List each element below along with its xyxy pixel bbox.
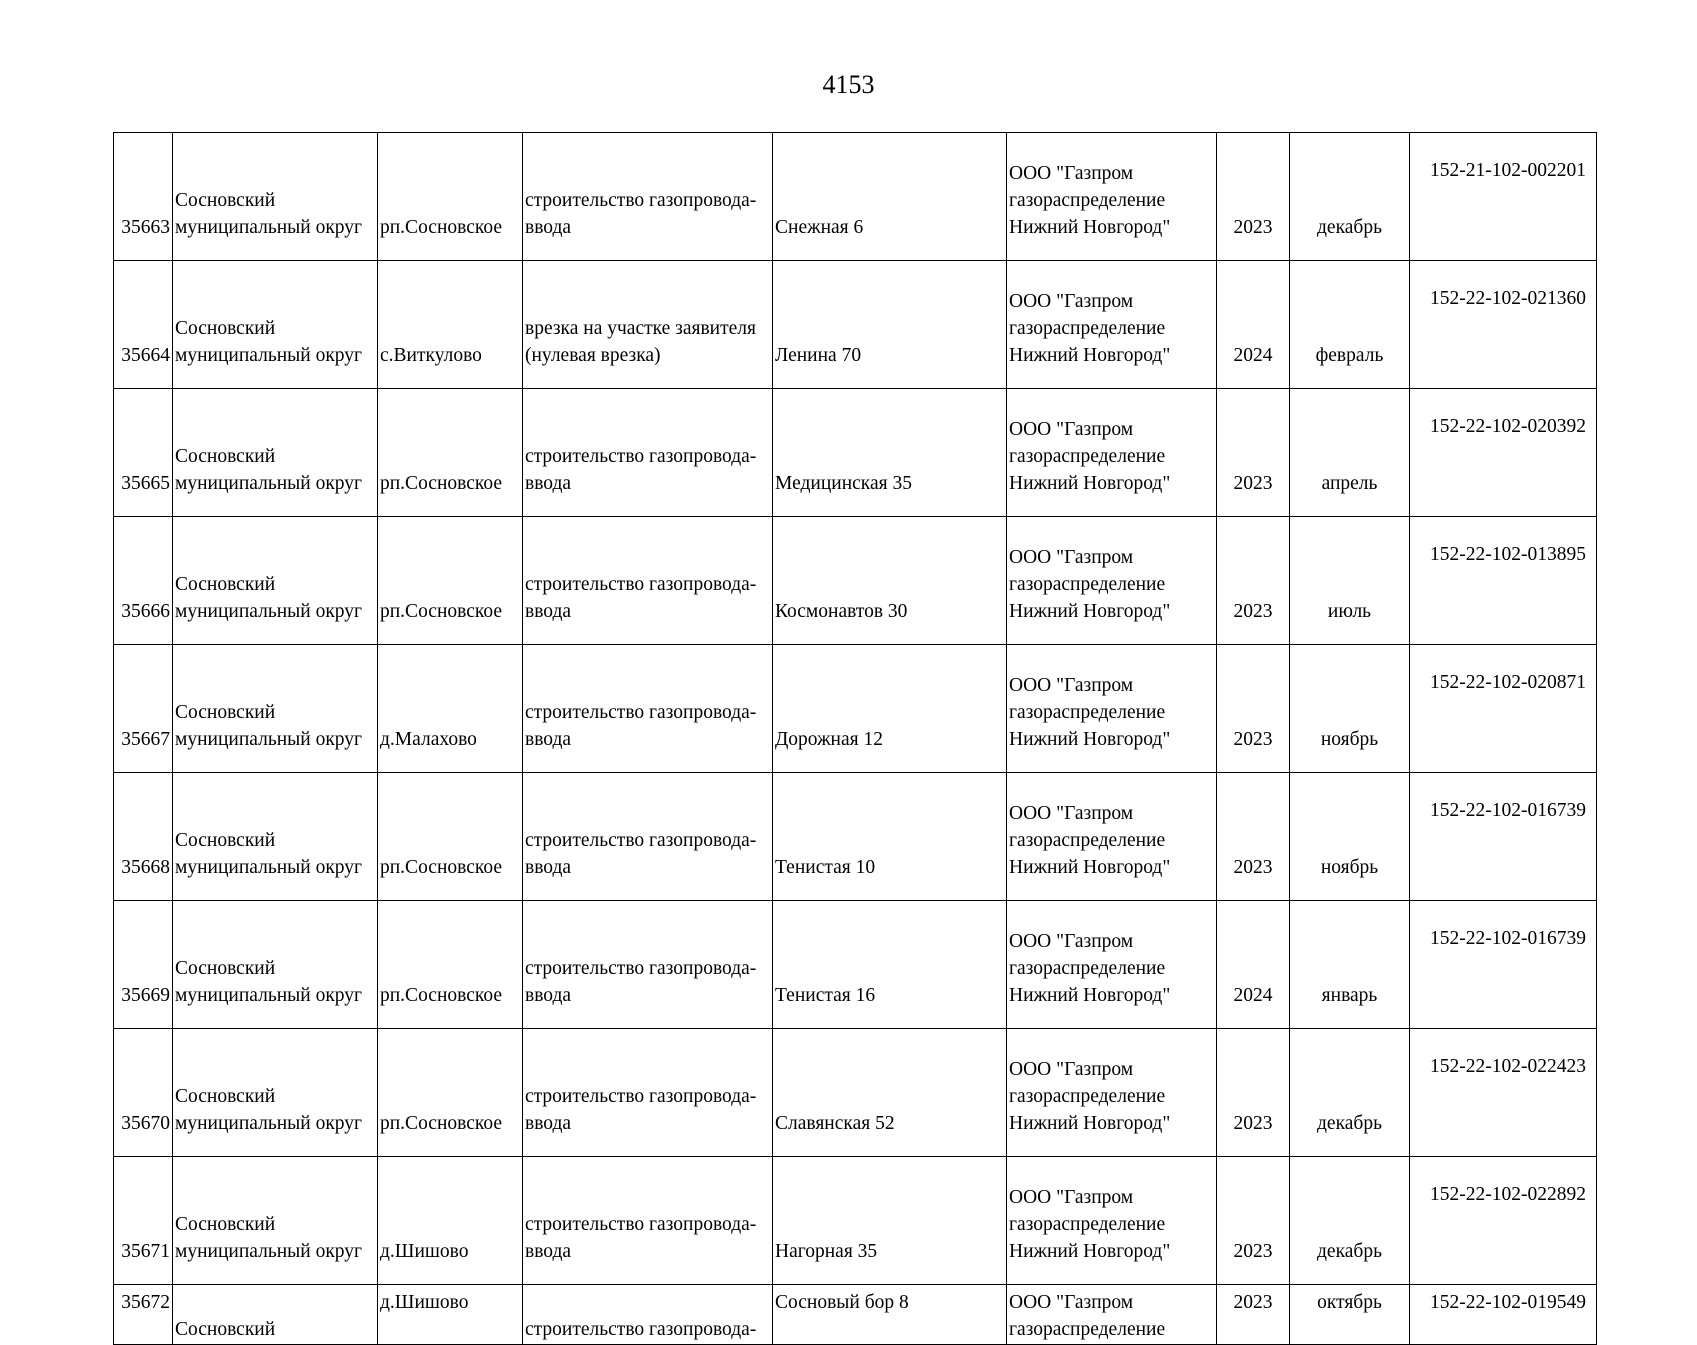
work-type-line: строительство газопровода-	[525, 830, 757, 851]
organization-line: ООО "Газпром	[1009, 547, 1134, 568]
locality-text: д.Шишово	[380, 1241, 469, 1262]
month-text: декабрь	[1317, 217, 1382, 238]
organization-line: ООО "Газпром	[1009, 163, 1134, 184]
organization-line: Нижний Новгород"	[1009, 473, 1171, 494]
code-cell	[1410, 1157, 1597, 1285]
work-type-cell	[523, 645, 773, 773]
address-text: Космонавтов 30	[775, 601, 908, 622]
month-cell	[1290, 1157, 1410, 1285]
code-cell	[1410, 773, 1597, 901]
year-text: 2023	[1233, 1241, 1273, 1262]
year-text: 2023	[1233, 601, 1273, 622]
table-row	[114, 261, 1597, 389]
district-line: муниципальный округ	[175, 1241, 363, 1262]
row-number-cell	[114, 133, 173, 261]
work-type-line: строительство газопровода-	[525, 190, 757, 211]
code-text: 152-22-102-020871	[1430, 672, 1586, 693]
locality-text: с.Виткулово	[380, 345, 482, 366]
month-text: январь	[1321, 985, 1378, 1006]
month-cell	[1290, 1285, 1410, 1345]
month-cell	[1290, 1029, 1410, 1157]
row-number-text: 35664	[121, 345, 170, 366]
code-cell	[1410, 1029, 1597, 1157]
month-cell	[1290, 261, 1410, 389]
work-type-cell	[523, 1157, 773, 1285]
organization-cell	[1007, 1029, 1217, 1157]
organization-line: газораспределение	[1009, 702, 1166, 723]
year-cell	[1217, 261, 1290, 389]
organization-line: ООО "Газпром	[1009, 931, 1134, 952]
month-cell	[1290, 389, 1410, 517]
organization-line: газораспределение	[1009, 1086, 1166, 1107]
district-line: Сосновский	[175, 1214, 276, 1235]
organization-line: ООО "Газпром	[1009, 419, 1134, 440]
code-cell	[1410, 1285, 1597, 1345]
address-text: Ленина 70	[775, 345, 862, 366]
work-type-cell	[523, 389, 773, 517]
month-text: ноябрь	[1320, 729, 1379, 750]
row-number-text: 35669	[121, 985, 170, 1006]
organization-line: газораспределение	[1009, 574, 1166, 595]
row-number-cell	[114, 261, 173, 389]
month-cell	[1290, 517, 1410, 645]
work-type-cell	[523, 261, 773, 389]
year-cell	[1217, 1029, 1290, 1157]
locality-cell	[378, 773, 523, 901]
year-text: 2023	[1233, 729, 1273, 750]
year-cell	[1217, 773, 1290, 901]
work-type-line: ввода	[525, 1241, 572, 1262]
locality-cell	[378, 1285, 523, 1345]
work-type-cell	[523, 1285, 773, 1345]
month-text: апрель	[1321, 473, 1378, 494]
address-cell	[773, 133, 1007, 261]
district-cell	[173, 133, 378, 261]
year-cell	[1217, 901, 1290, 1029]
code-cell	[1410, 645, 1597, 773]
year-cell	[1217, 645, 1290, 773]
code-cell	[1410, 389, 1597, 517]
table-row	[114, 517, 1597, 645]
district-cell	[173, 1157, 378, 1285]
year-text: 2023	[1233, 857, 1273, 878]
address-cell	[773, 389, 1007, 517]
address-text: Снежная 6	[775, 217, 864, 238]
table-row	[114, 1157, 1597, 1285]
district-cell	[173, 645, 378, 773]
locality-text: рп.Сосновское	[380, 217, 503, 238]
work-type-line: строительство газопровода-	[525, 574, 757, 595]
district-cell	[173, 389, 378, 517]
month-text: июль	[1327, 601, 1372, 622]
row-number-cell	[114, 517, 173, 645]
gasification-schedule-table	[113, 132, 1597, 1345]
year-cell	[1217, 517, 1290, 645]
work-type-line: строительство газопровода-	[525, 446, 757, 467]
code-text: 152-22-102-016739	[1430, 800, 1586, 821]
row-number-text: 35668	[121, 857, 170, 878]
address-cell	[773, 1285, 1007, 1345]
district-line: Сосновский	[175, 190, 276, 211]
district-cell	[173, 1285, 378, 1345]
year-cell	[1217, 389, 1290, 517]
organization-line: ООО "Газпром	[1009, 1292, 1134, 1313]
organization-line: ООО "Газпром	[1009, 675, 1134, 696]
address-cell	[773, 645, 1007, 773]
organization-line: Нижний Новгород"	[1009, 985, 1171, 1006]
organization-line: газораспределение	[1009, 190, 1166, 211]
district-cell	[173, 1029, 378, 1157]
organization-cell	[1007, 517, 1217, 645]
locality-text: рп.Сосновское	[380, 1113, 503, 1134]
work-type-cell	[523, 901, 773, 1029]
year-text: 2023	[1233, 1113, 1273, 1134]
district-line: Сосновский	[175, 1086, 276, 1107]
table-row	[114, 389, 1597, 517]
code-text: 152-22-102-021360	[1430, 288, 1586, 309]
locality-text: рп.Сосновское	[380, 473, 503, 494]
work-type-line: ввода	[525, 217, 572, 238]
row-number-text: 35671	[121, 1241, 170, 1262]
organization-cell	[1007, 1285, 1217, 1345]
organization-line: Нижний Новгород"	[1009, 345, 1171, 366]
address-text: Нагорная 35	[775, 1241, 878, 1262]
month-text: февраль	[1315, 345, 1384, 366]
row-number-text: 35665	[121, 473, 170, 494]
code-cell	[1410, 133, 1597, 261]
row-number-cell	[114, 645, 173, 773]
month-cell	[1290, 133, 1410, 261]
address-cell	[773, 773, 1007, 901]
organization-line: газораспределение	[1009, 958, 1166, 979]
code-cell	[1410, 901, 1597, 1029]
district-line: Сосновский	[175, 446, 276, 467]
month-text: октябрь	[1317, 1292, 1382, 1313]
code-text: 152-22-102-019549	[1430, 1292, 1586, 1313]
organization-cell	[1007, 901, 1217, 1029]
code-text: 152-22-102-013895	[1430, 544, 1586, 565]
organization-cell	[1007, 261, 1217, 389]
table-row	[114, 1029, 1597, 1157]
locality-cell	[378, 1157, 523, 1285]
organization-line: Нижний Новгород"	[1009, 1113, 1171, 1134]
code-text: 152-21-102-002201	[1430, 160, 1586, 181]
organization-line: ООО "Газпром	[1009, 1187, 1134, 1208]
work-type-line: врезка на участке заявителя	[525, 318, 756, 339]
organization-line: ООО "Газпром	[1009, 1059, 1134, 1080]
address-cell	[773, 261, 1007, 389]
row-number-cell	[114, 389, 173, 517]
work-type-line: строительство газопровода-	[525, 1319, 757, 1340]
district-line: Сосновский	[175, 1319, 276, 1340]
district-line: Сосновский	[175, 702, 276, 723]
organization-line: газораспределение	[1009, 318, 1166, 339]
row-number-text: 35672	[121, 1292, 170, 1313]
row-number-cell	[114, 1029, 173, 1157]
district-line: муниципальный округ	[175, 473, 363, 494]
work-type-line: ввода	[525, 1113, 572, 1134]
locality-cell	[378, 901, 523, 1029]
locality-text: рп.Сосновское	[380, 985, 503, 1006]
table-row	[114, 133, 1597, 261]
organization-line: Нижний Новгород"	[1009, 601, 1171, 622]
organization-cell	[1007, 1157, 1217, 1285]
district-cell	[173, 517, 378, 645]
row-number-cell	[114, 1157, 173, 1285]
locality-text: д.Малахово	[380, 729, 477, 750]
organization-cell	[1007, 133, 1217, 261]
year-text: 2023	[1233, 473, 1273, 494]
work-type-line: (нулевая врезка)	[525, 345, 661, 366]
organization-line: Нижний Новгород"	[1009, 217, 1171, 238]
organization-line: газораспределение	[1009, 830, 1166, 851]
organization-line: Нижний Новгород"	[1009, 857, 1171, 878]
table-row	[114, 773, 1597, 901]
district-line: Сосновский	[175, 830, 276, 851]
address-text: Сосновый бор 8	[775, 1292, 909, 1313]
organization-line: Нижний Новгород"	[1009, 729, 1171, 750]
table-row	[114, 1285, 1597, 1345]
year-text: 2023	[1233, 217, 1273, 238]
table-body	[114, 133, 1597, 1345]
month-text: декабрь	[1317, 1241, 1382, 1262]
row-number-cell	[114, 1285, 173, 1345]
work-type-line: строительство газопровода-	[525, 702, 757, 723]
locality-cell	[378, 1029, 523, 1157]
organization-line: газораспределение	[1009, 1319, 1166, 1340]
locality-cell	[378, 517, 523, 645]
address-cell	[773, 517, 1007, 645]
year-text: 2024	[1233, 985, 1273, 1006]
work-type-line: ввода	[525, 729, 572, 750]
code-cell	[1410, 517, 1597, 645]
district-line: муниципальный округ	[175, 1113, 363, 1134]
organization-line: ООО "Газпром	[1009, 291, 1134, 312]
district-line: муниципальный округ	[175, 857, 363, 878]
page-number: 4153	[822, 70, 875, 99]
month-cell	[1290, 645, 1410, 773]
locality-cell	[378, 645, 523, 773]
work-type-cell	[523, 133, 773, 261]
organization-cell	[1007, 645, 1217, 773]
locality-text: д.Шишово	[380, 1292, 469, 1313]
locality-text: рп.Сосновское	[380, 601, 503, 622]
locality-cell	[378, 261, 523, 389]
work-type-line: ввода	[525, 985, 572, 1006]
locality-cell	[378, 133, 523, 261]
organization-line: Нижний Новгород"	[1009, 1241, 1171, 1262]
year-cell	[1217, 1285, 1290, 1345]
address-text: Тенистая 16	[775, 985, 876, 1006]
code-text: 152-22-102-022892	[1430, 1184, 1586, 1205]
address-cell	[773, 1029, 1007, 1157]
table-row	[114, 901, 1597, 1029]
row-number-text: 35670	[121, 1113, 170, 1134]
month-text: ноябрь	[1320, 857, 1379, 878]
address-cell	[773, 1157, 1007, 1285]
year-cell	[1217, 133, 1290, 261]
locality-cell	[378, 389, 523, 517]
code-cell	[1410, 261, 1597, 389]
work-type-line: ввода	[525, 473, 572, 494]
organization-cell	[1007, 389, 1217, 517]
work-type-line: ввода	[525, 857, 572, 878]
row-number-text: 35663	[121, 217, 170, 238]
district-line: муниципальный округ	[175, 729, 363, 750]
locality-text: рп.Сосновское	[380, 857, 503, 878]
address-text: Славянская 52	[775, 1113, 895, 1134]
district-line: муниципальный округ	[175, 601, 363, 622]
row-number-cell	[114, 901, 173, 1029]
address-text: Дорожная 12	[775, 729, 883, 750]
district-line: Сосновский	[175, 574, 276, 595]
district-line: Сосновский	[175, 958, 276, 979]
year-text: 2024	[1233, 345, 1273, 366]
work-type-cell	[523, 1029, 773, 1157]
code-text: 152-22-102-022423	[1430, 1056, 1586, 1077]
district-line: Сосновский	[175, 318, 276, 339]
address-text: Медицинская 35	[775, 473, 912, 494]
work-type-line: строительство газопровода-	[525, 1214, 757, 1235]
work-type-line: ввода	[525, 601, 572, 622]
organization-line: газораспределение	[1009, 1214, 1166, 1235]
district-cell	[173, 261, 378, 389]
work-type-cell	[523, 517, 773, 645]
year-cell	[1217, 1157, 1290, 1285]
month-cell	[1290, 901, 1410, 1029]
work-type-line: строительство газопровода-	[525, 1086, 757, 1107]
district-line: муниципальный округ	[175, 345, 363, 366]
row-number-cell	[114, 773, 173, 901]
year-text: 2023	[1233, 1292, 1273, 1313]
district-line: муниципальный округ	[175, 985, 363, 1006]
district-cell	[173, 773, 378, 901]
work-type-cell	[523, 773, 773, 901]
work-type-line: строительство газопровода-	[525, 958, 757, 979]
address-cell	[773, 901, 1007, 1029]
district-line: муниципальный округ	[175, 217, 363, 238]
organization-line: ООО "Газпром	[1009, 803, 1134, 824]
row-number-text: 35666	[121, 601, 170, 622]
organization-cell	[1007, 773, 1217, 901]
code-text: 152-22-102-016739	[1430, 928, 1586, 949]
row-number-text: 35667	[121, 729, 170, 750]
table-row	[114, 645, 1597, 773]
month-text: декабрь	[1317, 1113, 1382, 1134]
organization-line: газораспределение	[1009, 446, 1166, 467]
address-text: Тенистая 10	[775, 857, 876, 878]
code-text: 152-22-102-020392	[1430, 416, 1586, 437]
district-cell	[173, 901, 378, 1029]
month-cell	[1290, 773, 1410, 901]
